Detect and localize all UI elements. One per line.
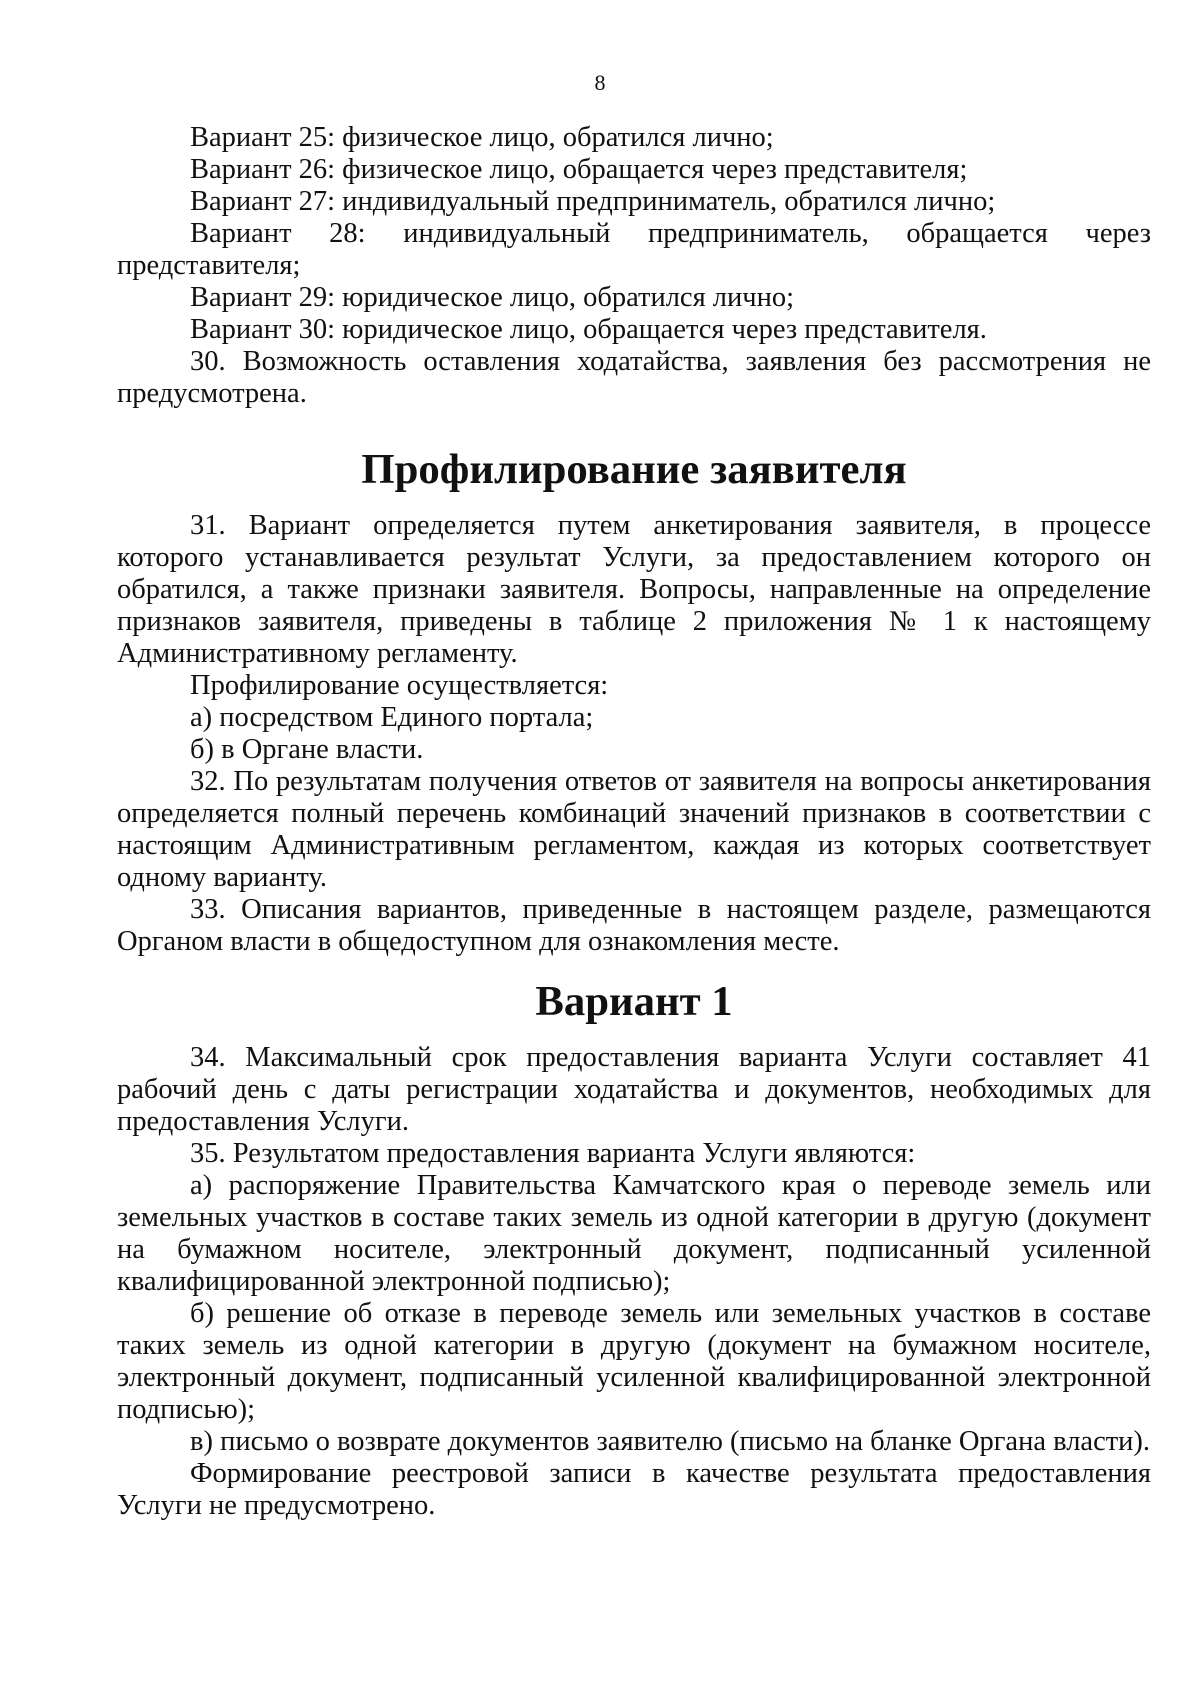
section-heading-profiling: Профилирование заявителя (361, 446, 907, 493)
paragraph-item-35: 35. Результатом предоставления варианта Услуги являются: (190, 1138, 916, 1169)
paragraph-item-30: 30. Возможность оставления ходатайства, заявления без рассмотрения не предусмотрена. (117, 346, 1151, 409)
paragraph-result-c: в) письмо о возврате документов заявителю (письмо на бланке Органа власти). (190, 1426, 1151, 1457)
page-number: 8 (594, 70, 606, 95)
paragraph-variant-28: Вариант 28: индивидуальный предприниматель, обращается через представителя; (117, 218, 1151, 281)
document-body (117, 122, 1151, 1522)
paragraph-variant-26: Вариант 26: физическое лицо, обращается через представителя; (190, 154, 968, 185)
paragraph-variant-27: Вариант 27: индивидуальный предприниматель, обратился лично; (190, 186, 996, 217)
paragraph-variant-25: Вариант 25: физическое лицо, обратился лично; (190, 122, 774, 153)
paragraph-item-34: 34. Максимальный срок предоставления варианта Услуги составляет 41 рабочий день с даты регистрации ходатайства и документов, необходимых для предоставления Услуги. (117, 1042, 1151, 1137)
paragraph-variant-30: Вариант 30: юридическое лицо, обращается через представителя. (190, 314, 987, 345)
section-heading-variant-1: Вариант 1 (535, 978, 733, 1025)
paragraph-profiling-intro: Профилирование осуществляется: (190, 670, 609, 701)
paragraph-item-32: 32. По результатам получения ответов от заявителя на вопросы анкетирования определяется полный перечень комбинаций значений признаков в соответствии с настоящим Административным регламентом, каждая из которых соответствует одному варианту. (117, 766, 1151, 893)
paragraph-variant-29: Вариант 29: юридическое лицо, обратился лично; (190, 282, 795, 313)
paragraph-result-a: а) распоряжение Правительства Камчатского края о переводе земель или земельных участков в составе таких земель из одной категории в другую (документ на бумажном носителе, электронный документ, подписанный усиленной квалифицированной электронной подписью); (117, 1170, 1151, 1297)
paragraph-profiling-b: б) в Органе власти. (190, 734, 424, 765)
paragraph-result-b: б) решение об отказе в переводе земель или земельных участков в составе таких земель из одной категории в другую (документ на бумажном носителе, электронный документ, подписанный усиленной квалифицированной электронной подписью); (117, 1298, 1151, 1425)
paragraph-item-31: 31. Вариант определяется путем анкетирования заявителя, в процессе которого устанавливается результат Услуги, за предоставлением которого он обратился, а также признаки заявителя. Вопросы, направленные на определение признаков заявителя, приведены в таблице 2 приложения № 1 к настоящему Административному регламенту. (117, 510, 1151, 669)
paragraph-registry-note: Формирование реестровой записи в качестве результата предоставления Услуги не предусмотрено. (117, 1458, 1151, 1521)
paragraph-item-33: 33. Описания вариантов, приведенные в настоящем разделе, размещаются Органом власти в общедоступном для ознакомления месте. (117, 894, 1151, 957)
paragraph-profiling-a: а) посредством Единого портала; (190, 702, 594, 733)
